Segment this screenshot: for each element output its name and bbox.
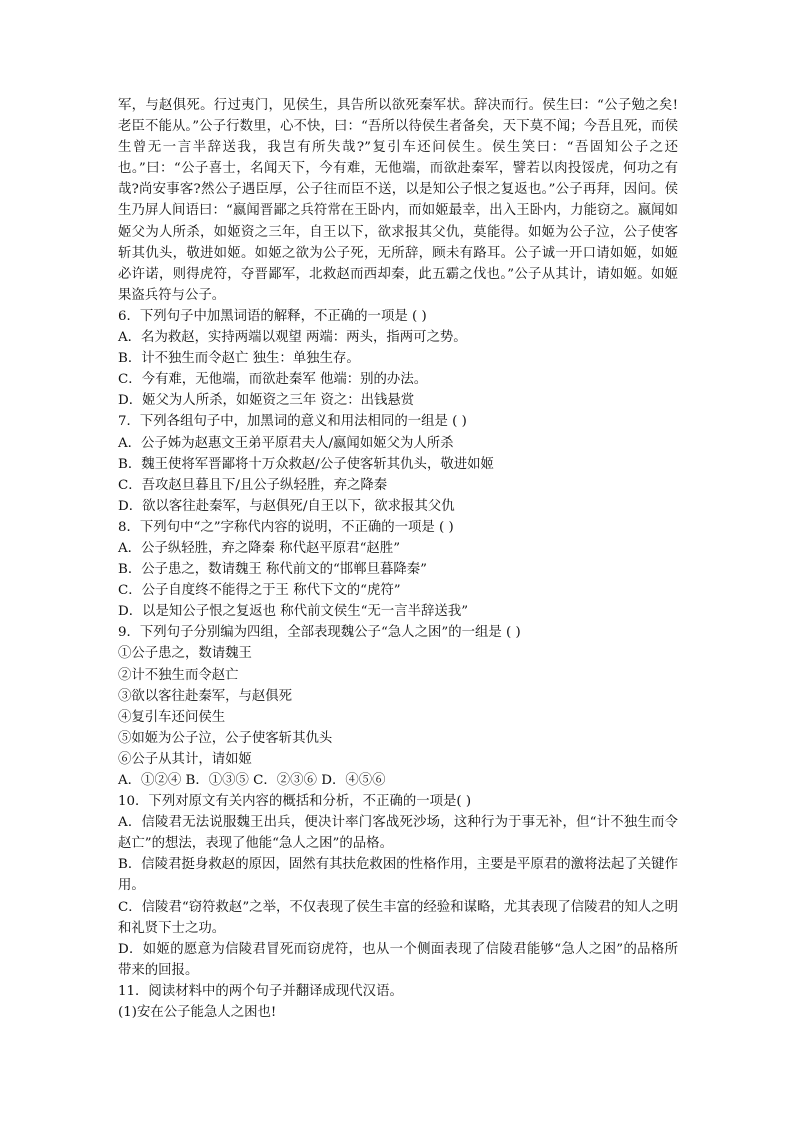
option-c: C．吾攻赵旦暮且下/且公子纵轻胜，弃之降秦 bbox=[118, 477, 388, 493]
option-d: D．欲以客往赴秦军，与赵俱死/自王以下，欲求报其父仇 bbox=[118, 498, 455, 514]
question-stem: 8．下列句中“之”字称代内容的说明，不正确的一项是 ( ) bbox=[118, 519, 454, 535]
question-9 bbox=[118, 622, 678, 791]
option-a: A．信陵君无法说服魏王出兵，便决计率门客战死沙场，这种行为于事无补，但“计不独生而令赵亡”的想法，表现了他能“急人之困”的品格。 bbox=[118, 815, 678, 852]
option-a: A．公子纵轻胜，弃之降秦 称代赵平原君“赵胜” bbox=[118, 540, 401, 556]
option-c: C．今有难，无他端，而欲赴秦军 他端：别的办法。 bbox=[118, 372, 428, 388]
option-b: B．魏王使将军晋鄙将十万众救赵/公子使客斩其仇头，敬进如姬 bbox=[118, 456, 494, 472]
option-d: D．以是知公子恨之复返也 称代前文侯生“无一言半辞送我” bbox=[118, 604, 469, 620]
sentence-4: ④复引车还问侯生 bbox=[118, 709, 226, 725]
option-d: D．如姬的愿意为信陵君冒死而窃虎符，也从一个侧面表现了信陵君能够“急人之困”的品格所带来的回报。 bbox=[118, 941, 678, 978]
question-stem: 6．下列句子中加黑词语的解释，不正确的一项是 ( ) bbox=[118, 308, 427, 324]
option-b: B．信陵君挺身救赵的原因，固然有其扶危救困的性格作用，主要是平原君的激将法起了关键作用。 bbox=[118, 857, 678, 894]
question-stem: 9．下列句子分别编为四组，全部表现魏公子“急人之困”的一组是 ( ) bbox=[118, 625, 521, 641]
question-stem: 11．阅读材料中的两个句子并翻译成现代汉语。 bbox=[118, 983, 403, 999]
option-a: A．公子姊为赵惠文王弟平原君夫人/嬴闻如姬父为人所杀 bbox=[118, 435, 454, 451]
answer-options: A．①②④ B．①③⑤ C．②③⑥ D．④⑤⑥ bbox=[118, 773, 386, 788]
sentence-6: ⑥公子从其计，请如姬 bbox=[118, 751, 252, 767]
option-c: C．公子自度终不能得之于王 称代下文的“虎符” bbox=[118, 583, 401, 599]
option-a: A．名为救赵，实持两端以观望 两端：两头，指两可之势。 bbox=[118, 330, 467, 346]
question-stem: 10．下列对原文有关内容的概括和分析，不正确的一项是( ) bbox=[118, 794, 472, 810]
question-8 bbox=[118, 517, 678, 622]
document-page bbox=[118, 95, 678, 1023]
sub-question-1: (1)安在公子能急人之困也! bbox=[118, 1005, 277, 1021]
sentence-2: ②计不独生而令赵亡 bbox=[118, 667, 239, 683]
option-b: B．计不独生而令赵亡 独生：单独生存。 bbox=[118, 351, 360, 367]
question-7 bbox=[118, 411, 678, 516]
sentence-3: ③欲以客往赴秦军，与赵俱死 bbox=[118, 688, 293, 704]
option-c: C．信陵君“窃符救赵”之举，不仅表现了侯生丰富的经验和谋略，尤其表现了信陵君的知人之明和礼贤下士之功。 bbox=[118, 899, 678, 936]
question-stem: 7．下列各组句子中，加黑词的意义和用法相同的一组是 ( ) bbox=[118, 414, 467, 430]
passage-text: 军，与赵俱死。行过夷门，见侯生，具告所以欲死秦军状。辞决而行。侯生曰：“公子勉之矣!老臣不能从。”公子行数里，心不快，曰：“吾所以待侯生者备矣，天下莫不闻；今吾且死，而侯生曾无一言半辞送我，我岂有所失哉?”复引车还问侯生。侯生笑曰：“吾固知公子之还也。”曰：“公子喜士，名闻天下，今有难，无他端，而欲赴秦军，譬若以肉投馁虎，何功之有哉?尚安事客?然公子遇臣厚，公子往而臣不送，以是知公子恨之复返也。”公子再拜，因问。侯生乃屏人间语曰：“嬴闻晋鄙之兵符常在王卧内，而如姬最幸，出入王卧内，力能窃之。嬴闻如姬父为人所杀，如姬资之三年，自王以下，欲求报其父仇，莫能得。如姬为公子泣，公子使客斩其仇头，敬进如姬。如姬之欲为公子死，无所辞，顾未有路耳。公子诚一开口请如姬，如姬必许诺，则得虎符，夺晋鄙军，北救赵而西却秦，此五霸之伐也。”公子从其计，请如姬。如姬果盗兵符与公子。 bbox=[118, 98, 678, 303]
option-d: D．姬父为人所杀，如姬资之三年 资之：出钱悬赏 bbox=[118, 393, 415, 409]
question-6 bbox=[118, 306, 678, 411]
sentence-5: ⑤如姬为公子泣，公子使客斩其仇头 bbox=[118, 730, 333, 746]
question-11 bbox=[118, 981, 678, 1023]
sentence-1: ①公子患之，数请魏王 bbox=[118, 646, 252, 662]
question-10 bbox=[118, 791, 678, 981]
option-b: B．公子患之，数请魏王 称代前文的“邯郸旦暮降秦” bbox=[118, 562, 427, 578]
